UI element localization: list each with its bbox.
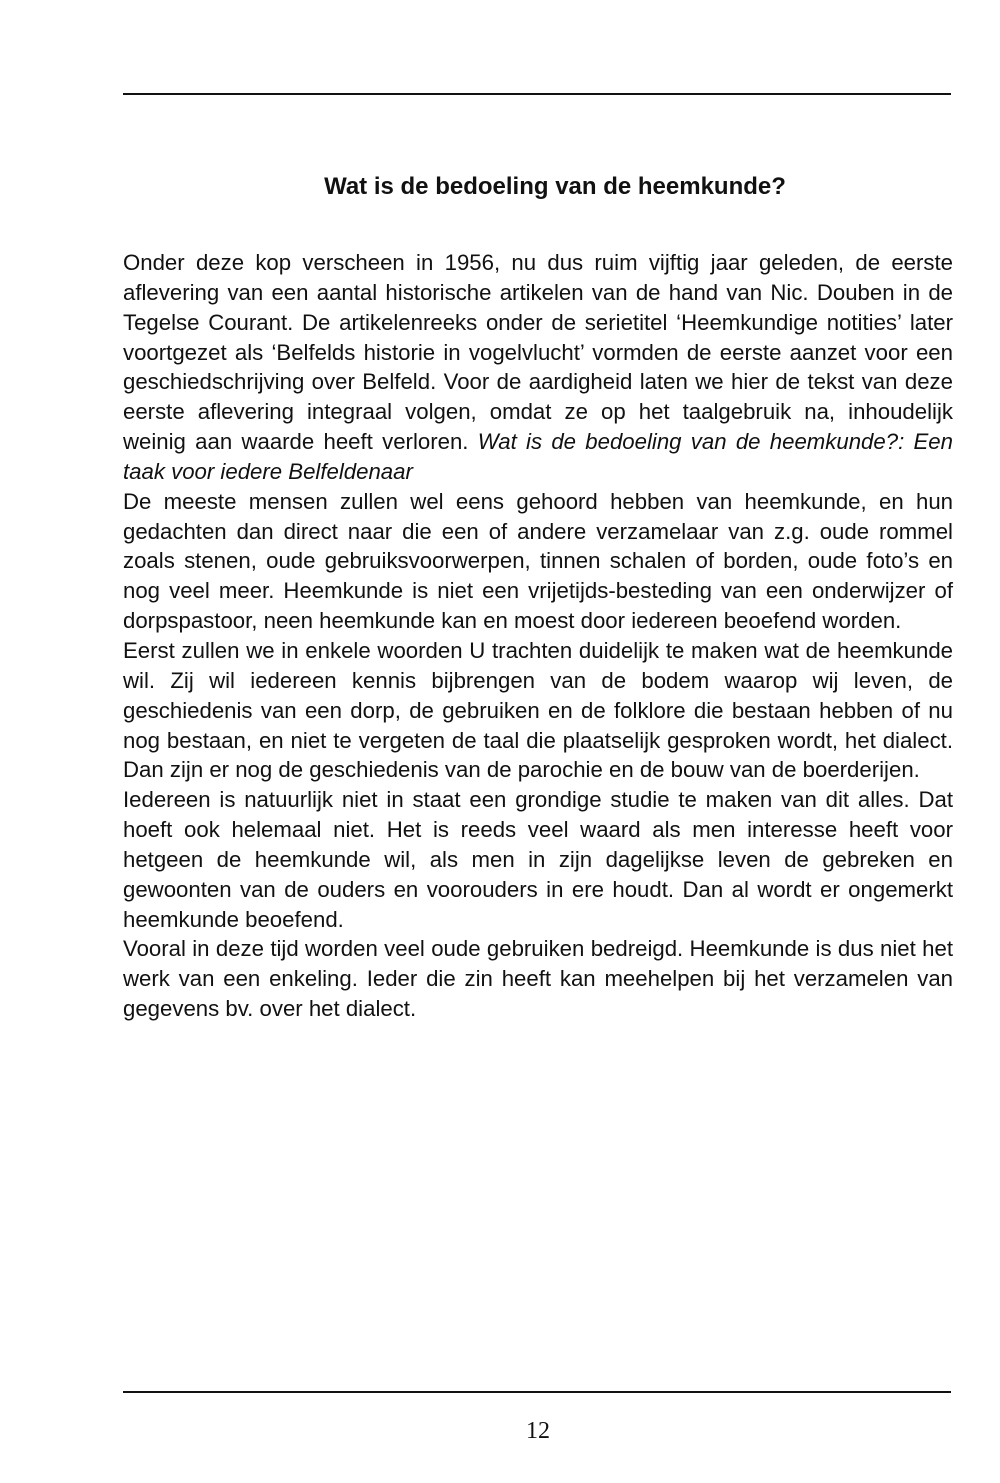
page-number: 12 xyxy=(526,1418,550,1444)
article-body xyxy=(123,248,953,1024)
paragraph-4: Vooral in deze tijd worden veel oude gebruiken bedreigd. Heemkunde is dus niet het werk van een enkeling. Ieder die zin heeft kan meehelpen bij het verzamelen van gegevens bv. over het dialect. xyxy=(123,936,953,1022)
intro-text: Onder deze kop verscheen in 1956, nu dus ruim vijftig jaar geleden, de eerste aflevering van een aantal historische artikelen van de hand van Nic. Douben in de Tegelse Courant. De artikelenreeks onder de serietitel ‘Heemkundige notities’ later voortgezet als ‘Belfelds historie in vogelvlucht’ vormden de eerste aanzet voor een geschiedschrijving over Belfeld. Voor de aardigheid laten we hier de tekst van deze eerste aflevering integraal volgen, omdat ze op het taalgebruik na, inhoudelijk weinig aan waarde heeft verloren. xyxy=(123,250,953,455)
paragraph-3: Iedereen is natuurlijk niet in staat een grondige studie te maken van dit alles. Dat hoeft ook helemaal niet. Het is reeds veel waard als men interesse heeft voor hetgeen de heemkunde wil, als men in zijn dagelijkse leven de gebreken en gewoonten van de ouders en voorouders in ere houdt. Dan al wordt er ongemerkt heemkunde beoefend. xyxy=(123,787,953,932)
bottom-rule xyxy=(123,1391,951,1393)
intro-italic-title: Wat is de bedoeling van de heemkunde?: Een taak voor iedere Belfeldenaar xyxy=(123,429,953,484)
page-title: Wat is de bedoeling van de heemkunde? xyxy=(324,173,786,200)
top-rule xyxy=(123,93,951,95)
paragraph-2: Eerst zullen we in enkele woorden U trachten duidelijk te maken wat de heemkunde wil. Zij wil iedereen kennis bijbrengen van de bodem waarop wij leven, de geschiedenis van een dorp, de gebruiken en de folklore die bestaan hebben of nu nog bestaan, en niet te vergeten de taal die plaatselijk gesproken wordt, het dialect. Dan zijn er nog de geschiedenis van de parochie en de bouw van de boerderijen. xyxy=(123,637,953,783)
paragraph-1: De meeste mensen zullen wel eens gehoord hebben van heemkunde, en hun gedachten dan direct naar die een of andere verzamelaar van z.g. oude rommel zoals stenen, oude gebruiksvoorwerpen, tinnen schalen of borden, oude foto’s en nog veel meer. Heemkunde is niet een vrijetijds-besteding van een onderwijzer of dorpspastoor, neen heemkunde kan en moest door iedereen beoefend worden. xyxy=(123,488,953,634)
intro-paragraph xyxy=(123,248,953,487)
